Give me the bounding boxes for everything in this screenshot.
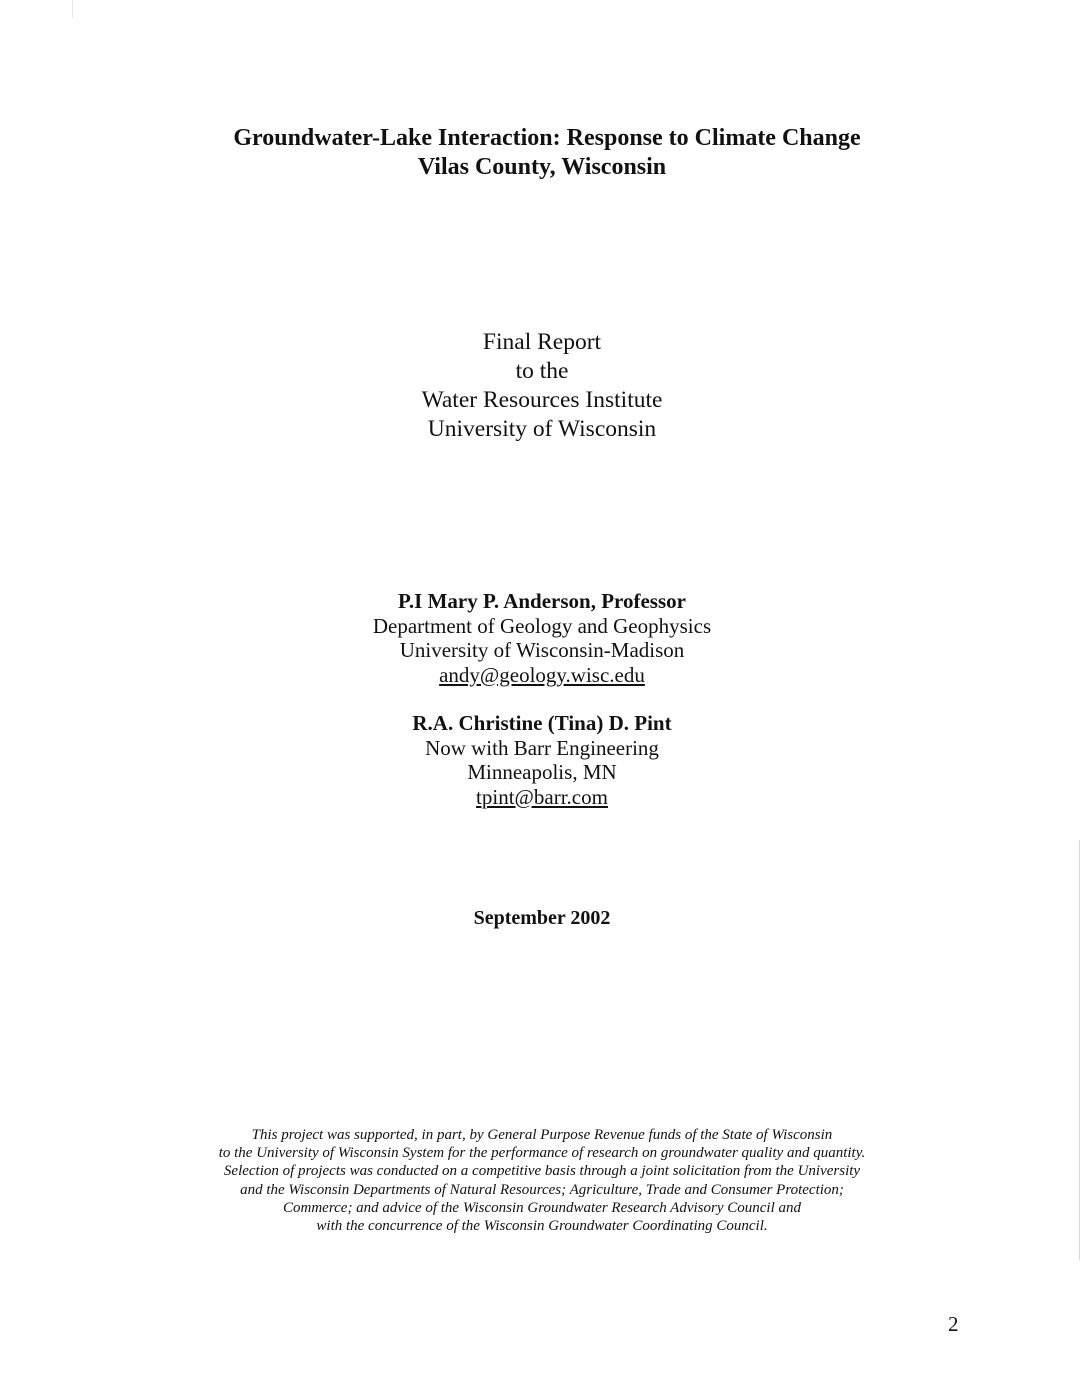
funding-acknowledgement [0,1126,1084,1235]
report-line-1: Final Report [482,329,602,355]
ack-line: with the concurrence of the Wisconsin Groundwater Coordinating Council. [316,1218,768,1235]
ack-line: Selection of projects was conducted on a competitive basis through a joint solicitation from the University [223,1163,861,1180]
report-recipient [0,328,1084,444]
pi-university: University of Wisconsin-Madison [399,638,685,662]
report-line-3: Water Resources Institute [421,387,663,413]
ra-name: R.A. Christine (Tina) D. Pint [412,711,672,735]
report-title [0,124,1084,182]
page-number: 2 [948,1312,959,1336]
ack-line: to the University of Wisconsin System for the performance of research on groundwater quality and quantity. [218,1145,866,1162]
ra-location: Minneapolis, MN [467,760,617,784]
ack-line: and the Wisconsin Departments of Natural Resources; Agriculture, Trade and Consumer Protection; [240,1181,844,1198]
title-line-2: Vilas County, Wisconsin [417,154,667,180]
ack-line: This project was supported, in part, by General Purpose Revenue funds of the State of Wisconsin [251,1127,833,1143]
research-assistant [0,711,1084,809]
ra-affiliation: Now with Barr Engineering [425,735,659,760]
report-line-2: to the [515,358,569,384]
principal-investigator [0,589,1084,687]
ra-email-link[interactable]: tpint@barr.com [476,784,608,809]
pi-department: Department of Geology and Geophysics [372,613,712,638]
report-date: September 2002 [473,907,611,929]
scan-artifact-top [72,0,73,18]
title-line-1: Groundwater-Lake Interaction: Response to Climate Change [233,125,861,151]
pi-email-link[interactable]: andy@geology.wisc.edu [439,662,645,687]
ack-line: Commerce; and advice of the Wisconsin Groundwater Research Advisory Council and [283,1199,801,1216]
pi-name: P.I Mary P. Anderson, Professor [398,589,686,613]
report-line-4: University of Wisconsin [427,416,657,442]
